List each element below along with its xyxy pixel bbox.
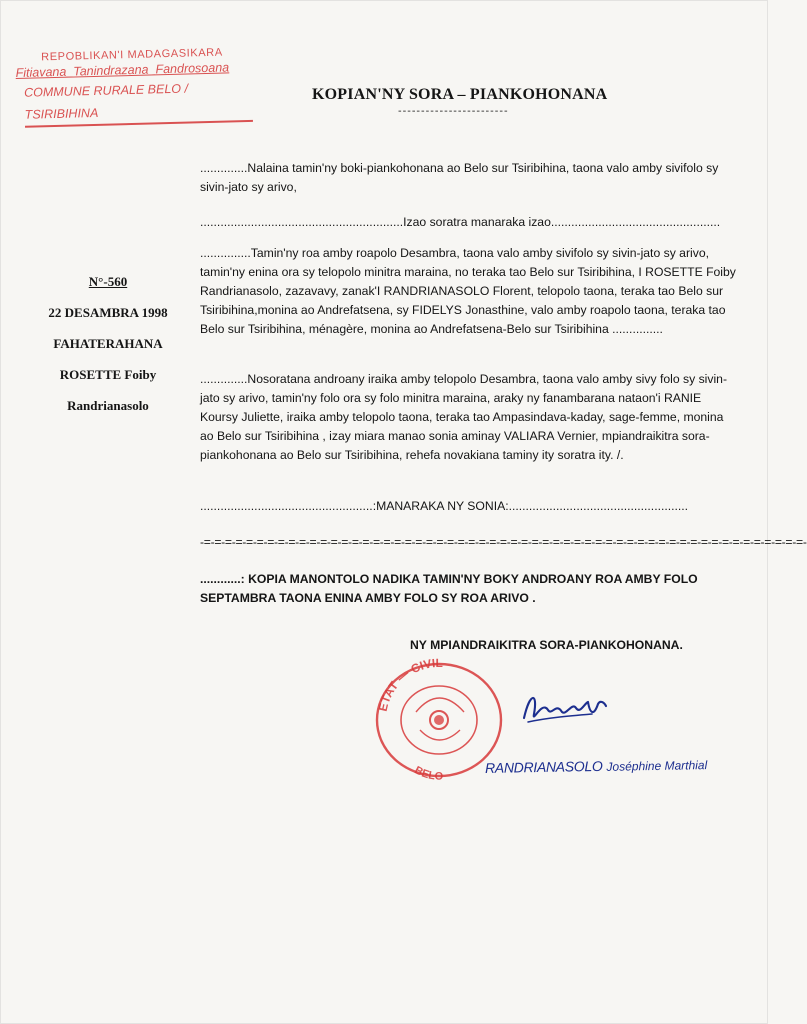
- title-underline: ------------------------: [398, 106, 509, 117]
- svg-text:ETAT — CIVIL: [376, 656, 443, 713]
- svg-text:BELO: [412, 764, 443, 782]
- signer-first-name: Joséphine Marthial: [606, 758, 708, 774]
- paragraph-birth-record: ...............Tamin'ny roa amby roapolo Desambra, taona valo amby sivifolo sy sivin-jato sy arivo, tamin'ny enina ora sy telopolo minitra maraina, no teraka tao Belo sur Tsiribihina, I ROSETTE Foiby Randrianasolo, zazavavy, zanak'I RANDRIANASOLO Florent, telopolo taona, teraka tao Belo sur Tsiribihina,monina ao Andrefatsena, sy FIDELYS Jonasthine, valo amby roapolo taona, teraka tao Belo sur Tsiribihina, ménagère, monina ao Andrefatsena-Belo sur Tsiribihina ...............: [200, 246, 736, 336]
- paragraph-registration: ..............Nosoratana androany iraika amby telopolo Desambra, taona valo amby sivy folo sy sivin-jato sy arivo, tamin'ny folo ora sy folo minitra maraina, araky ny fanambarana nataon'i RANIE Koursy Juliette, iraika amby telopolo taona, teraka tao Ampasindava-kaday, sage-femme, monina ao Belo sur Tsiribihina , izay miara manao sonia aminay VALIARA Vernier, mpiandraikitra sora-piankohonana ao Belo sur Tsiribihina, rehefa novakiana taminy ity soratra ity. /.: [200, 372, 728, 462]
- document-title: KOPIAN'NY SORA – PIANKOHONANA: [312, 86, 608, 103]
- paragraph-origin: ..............Nalaina tamin'ny boki-piankohonana ao Belo sur Tsiribihina, taona valo amby sivifolo sy sivin-jato sy arivo,: [200, 161, 719, 194]
- stamp-line-motto: Fitiavana_Tanindrazana_Fandrosoana: [15, 60, 230, 81]
- record-name-first: ROSETTE Foiby: [59, 367, 157, 382]
- stamp-line-republic: REPOBLIKAN'I MADAGASIKARA: [41, 46, 223, 64]
- record-date: 22 DESAMBRA 1998: [48, 305, 168, 320]
- header-stamp: [5, 45, 257, 129]
- record-summary: [30, 266, 186, 421]
- signer-name: [485, 756, 707, 776]
- signer-title: NY MPIANDRAIKITRA SORA-PIANKOHONANA.: [410, 638, 683, 652]
- paragraph-intro: ............................................................Izao soratra manaraka izao..................................................: [200, 215, 721, 229]
- paragraph-signatures: ...................................................:MANARAKA NY SONIA:.....................................................: [200, 499, 689, 513]
- record-number: N°-560: [88, 274, 128, 289]
- separator-line: -=-=-=-=-=-=-=-=-=-=-=-=-=-=-=-=-=-=-=-=-=-=-=-=-=-=-=-=-=-=-=-=-=-=-=-=-=-=-=-=-=-=-=-=-=-=-=-=-=-=-=-=-=-=-=-=-=-: [200, 535, 807, 549]
- paragraph-certified-copy: ............: KOPIA MANONTOLO NADIKA TAMIN'NY BOKY ANDROANY ROA AMBY FOLO SEPTAMBRA TAONA ENINA AMBY FOLO SY ROA ARIVO .: [200, 572, 698, 605]
- stamp-line-commune: COMMUNE RURALE BELO / TSIRIBIHINA: [24, 76, 253, 128]
- stamp-text-bottom: BELO: [412, 764, 444, 782]
- stamp-text-top: ETAT — CIVIL: [375, 655, 443, 713]
- signer-last-name: RANDRIANASOLO: [484, 757, 603, 776]
- handwritten-signature: [518, 684, 612, 730]
- record-type: FAHATERAHANA: [53, 336, 163, 351]
- record-name-last: Randrianasolo: [67, 398, 149, 413]
